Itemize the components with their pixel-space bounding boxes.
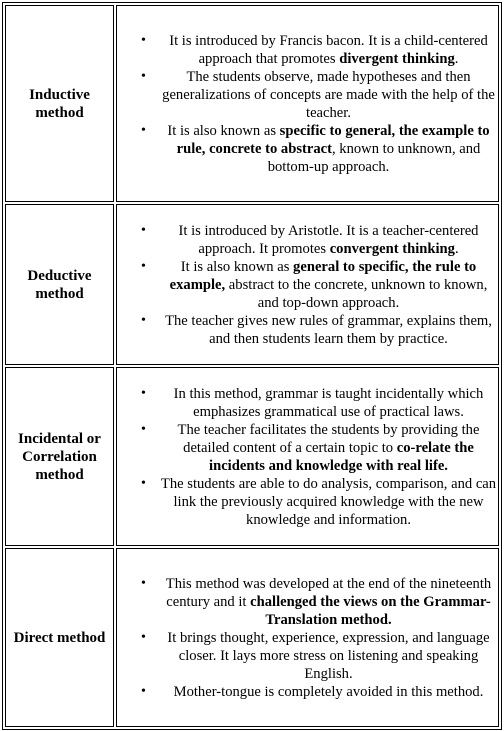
point-text [179,223,479,257]
list-item [141,683,498,701]
list-item [141,575,498,629]
method-name: Incidental or Correlation method [5,367,114,546]
grammar-methods-table [2,2,502,730]
point-text [174,684,484,700]
bullet-icon: • [141,312,146,328]
method-name: Inductive method [5,5,114,202]
bullet-icon: • [141,385,146,401]
point-list [117,385,498,529]
point-text [161,476,496,528]
method-name: Direct method [5,548,114,727]
point-text [169,33,488,67]
bullet-icon: • [141,122,146,138]
bullet-icon: • [141,421,146,437]
point-list [117,32,498,176]
text-run: . [454,240,459,257]
list-item [141,629,498,683]
method-description [116,204,499,365]
text-run: In this method, grammar is taught incidentally which emphasizes grammatical use of practical laws. [173,385,484,420]
point-text [167,123,489,175]
list-item [141,68,498,122]
bold-run: convergent thinking [329,240,455,257]
point-text [174,386,484,420]
text-run: The students are able to do analysis, comparison, and can link the previously acquired knowledge with the new knowledge and information. [160,475,497,528]
text-run: The teacher gives new rules of grammar, explains them, and then students learn them by practice. [165,312,492,347]
bullet-icon: • [141,683,146,699]
point-text [167,630,489,682]
table-row [5,548,499,727]
point-list [117,575,498,701]
text-run: It brings thought, experience, expression, and language closer. It lays more stress on listening and speaking English. [167,629,490,682]
list-item [141,32,498,68]
point-text [165,313,492,347]
text-run: This method was developed at the end of the nineteenth century and it [165,575,492,610]
text-run: It is introduced by Aristotle. It is a teacher-centered approach. It promotes [178,222,479,257]
point-list [117,222,498,348]
bold-run: divergent thinking [339,50,455,67]
bold-run: general to specific, the rule to example, [169,258,477,293]
bold-run: co-relate the incidents and knowledge with real life. [209,439,474,474]
list-item [141,385,498,421]
bullet-icon: • [141,575,146,591]
text-run: The teacher facilitates the students by providing the detailed content of a certain topic to [177,421,480,456]
point-text [162,69,495,121]
text-run: abstract to the concrete, unknown to known, and top-down approach. [225,276,488,311]
table-row [5,5,499,202]
bullet-icon: • [141,32,146,48]
method-description [116,5,499,202]
text-run: The students observe, made hypotheses and then generalizations of concepts are made with the help of the teacher. [162,68,495,121]
bullet-icon: • [141,222,146,238]
bold-run: challenged the views on the Grammar-Translation method. [250,593,491,628]
method-description [116,548,499,727]
point-text [178,422,480,474]
list-item [141,421,498,475]
point-text [170,259,488,311]
bullet-icon: • [141,629,146,645]
method-description [116,367,499,546]
list-item [141,122,498,176]
text-run: . [454,50,459,67]
list-item [141,312,498,348]
text-run: , known to unknown, and bottom-up approach. [267,140,481,175]
bullet-icon: • [141,258,146,274]
table-row [5,367,499,546]
method-name: Deductive method [5,204,114,365]
bullet-icon: • [141,475,146,491]
list-item [141,222,498,258]
text-run: Mother-tongue is completely avoided in this method. [173,683,484,700]
text-run: It is introduced by Francis bacon. It is a child-centered approach that promotes [169,32,488,67]
text-run: It is also known as [167,122,280,139]
bullet-icon: • [141,68,146,84]
bold-run: specific to general, the example to rule, concrete to abstract [176,122,490,157]
list-item [141,475,498,529]
table-row [5,204,499,365]
list-item [141,258,498,312]
point-text [166,576,491,628]
text-run: It is also known as [180,258,294,275]
